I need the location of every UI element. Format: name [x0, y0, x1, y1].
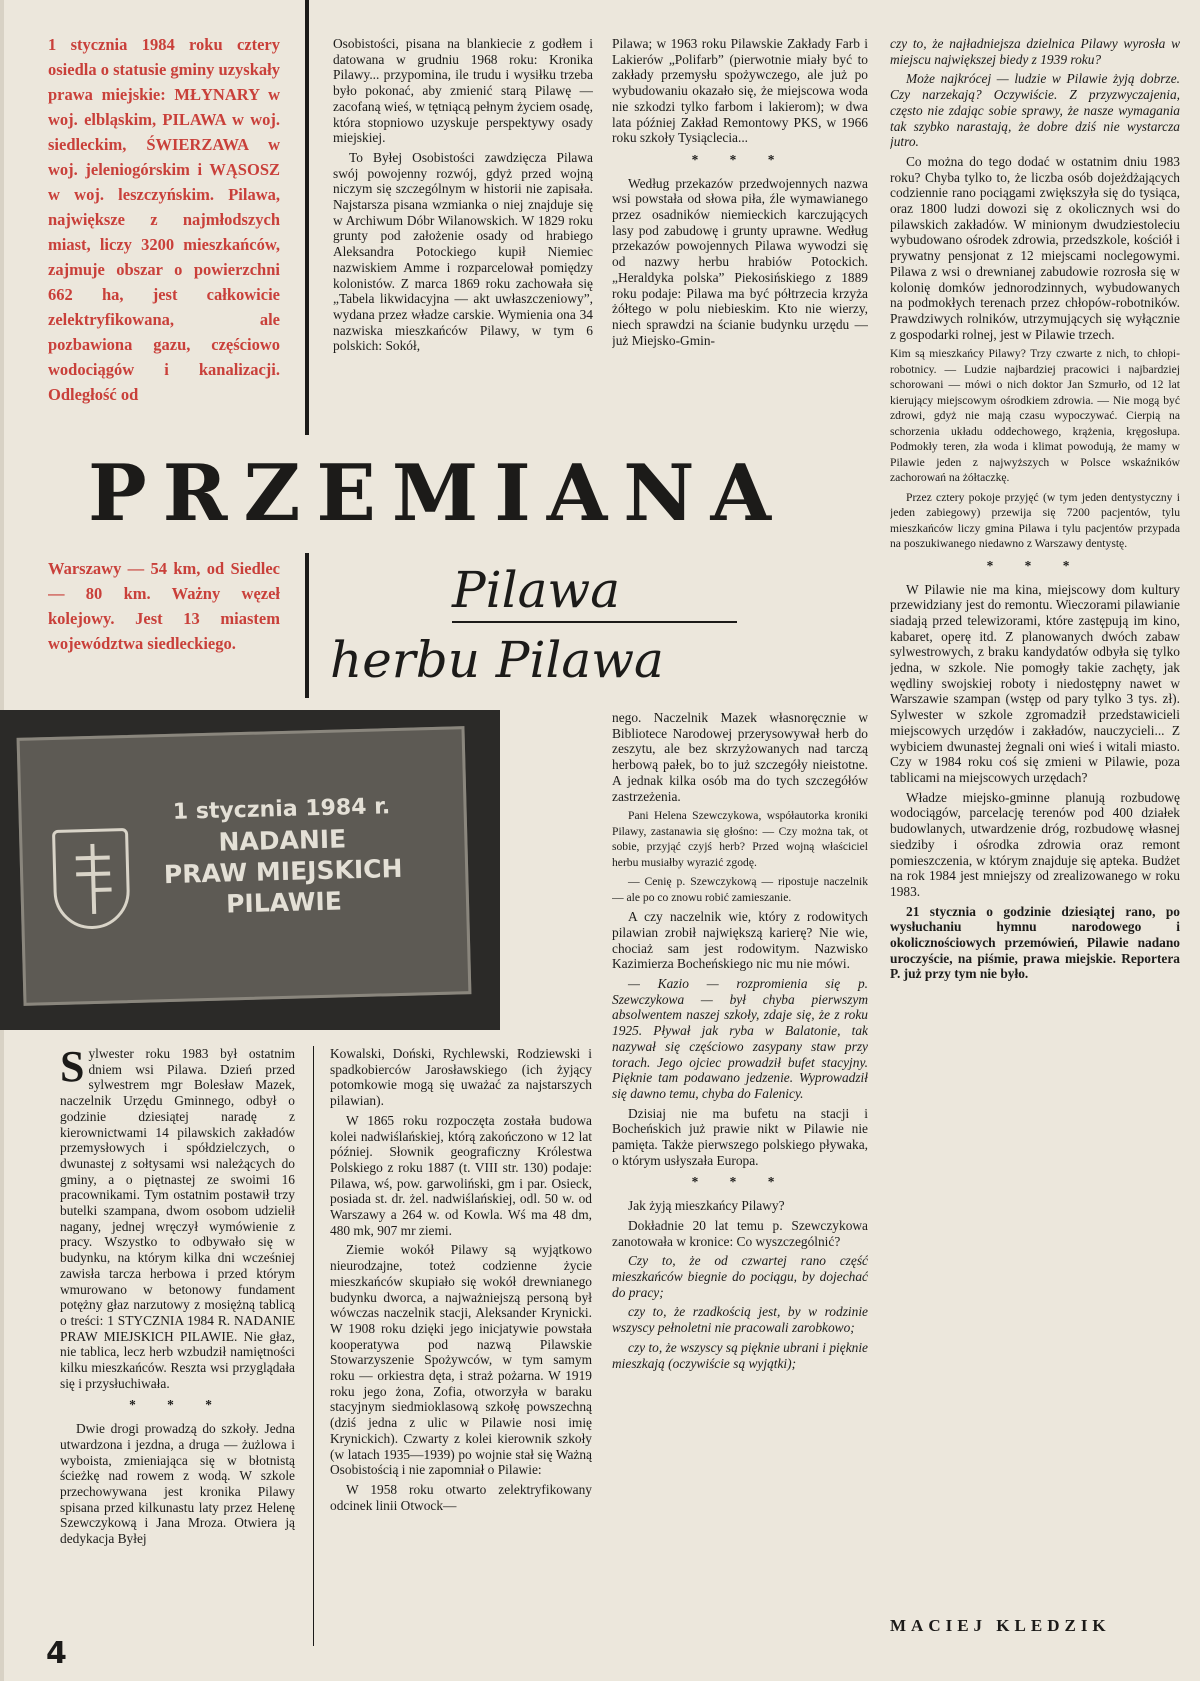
paragraph: To Byłej Osobistości zawdzięcza Pilawa swój powojenny rozwój, gdyż przed wojną niczym się szczególnym w historii nie zapisała. Najstarsza pisana wzmianka o niej znajduje się w Archiwum Dóbr Wilanowskich. W 1829 roku grunty pod założenie osady od hrabiego Aleksandra Potockiego kupił Niemiec nazwiskiem Amme i rozparcelował pomiędzy kolonistów. Z marca 1869 roku zachowała się „Tabela likwidacyjna — akt uwłaszczeniowy”, wydana przez władze carskie. Wymienia ona 34 nazwiska mieszkańców Pilawy, w tym 6 polskich: Sokół,: [333, 149, 593, 354]
paragraph-text: ylwester roku 1983 był ostatnim dniem wsi Pilawa. Dzień przed sylwestrem mgr Bolesław Mazek, naczelnik Urzędu Gminnego, odbył o godzinie dziesiątej naradę z kierownictwami 14 pilawskich zakładów przemysłowych i spółdzielczych, o dwunastej z sołtysami wsi należących do gminy, a o piętnastej ze swoimi 16 pracownikami. Tym ostatnim postawił trzy butelki szampana, dwom osobom udzielił nagany, jednej wręczył wymówienie z pracy. Wszystko to odbywało się w budynku, na którym kilka dni wcześniej zawisła tarcza herbowa i przed którym wmurowano w betonowy fundament potężny głaz narzutowy z mosiężną tablicą o treści: 1 STYCZNIA 1984 R. NADANIE PRAW MIEJSKICH PILAWIE. Nie głaz, nie tablica, lecz herb wzbudził namiętności kilku mieszkańców. Reszta wsi przyglądała się i przysłuchiwała.: [60, 1046, 295, 1391]
paragraph: Co można do tego dodać w ostatnim dniu 1983 roku? Chyba tylko to, że liczba osób dojeżdżających codziennie rano pociągami zwiększyła się do tysiąca, oraz 1800 ludzi dowozi się z okolicznych wsi do pilawskich zakładów. W minionym dwudziestoleciu wybudowano ośrodek zdrowia, przedszkole, kościół i prywatny pensjonat z 12 miejscami noclegowymi. Pilawa z wsi o drewnianej zabudowie rozrosła się w kolonię domków jednorodzinnych, wybudowanych na podmokłych terenach przez chłopów-robotników. Prawdziwych rolników, utrzymujących się wyłącznie z gospodarki rolnej, jest w Pilawie trzech.: [890, 153, 1180, 342]
subtitle-line-2: herbu Pilawa: [330, 631, 664, 689]
paragraph-opening: [60, 1046, 295, 1391]
plaque-line: 1 stycznia 1984 r.: [172, 794, 391, 825]
drop-cap: S: [60, 1046, 85, 1091]
paragraph: Ziemie wokół Pilawy są wyjątkowo nieurodzajne, toteż codzienne życie mieszkańców skupiało się wokół drewnianego budynku dworca, a najważniejszą personą był wówczas naczelnik stacji, Aleksander Krynicki. W 1908 roku dzięki jego inicjatywie powstała kooperatywa pod nazwą Pilawskie Stowarzyszenie Spożywców, w tym samym roku — orkiestra dęta, i straż pożarna. W 1919 roku jego żona, Zofia, otworzyła w baraku stacyjnym siedmioklasową szkołę powszechną (dziś jedna z ulic w Pilawie nosi imię Krynickich). Czwarty z kolei kierownik szkoły (w latach 1935—1939) po wojnie stał się Ważną Osobistością i nie zapomniał o Pilawie:: [330, 1242, 592, 1478]
column-2-bottom: [330, 1046, 592, 1636]
author-byline: MACIEJ KLEDZIK: [890, 1616, 1111, 1635]
headline: PRZEMIANA: [88, 448, 788, 539]
plaque: [17, 726, 472, 1006]
lead-paragraph-top: [48, 32, 280, 434]
paragraph: W 1958 roku otwarto zelektryfikowany odcinek linii Otwock—: [330, 1481, 592, 1513]
paragraph-quote: — Cenię p. Szewczykową — ripostuje naczelnik — ale po co znowu robić zamieszanie.: [612, 875, 868, 904]
paragraph: Może najkrócej — ludzie w Pilawie żyją dobrze. Czy narzekają? Oczywiście. Z przyzwyczajenia, często nie zdając sobie sprawy, że nasze wymagania tak szybko narastają, że dobre dziś nie wystarcza jutro.: [890, 71, 1180, 150]
column-3-top: [612, 36, 868, 434]
subtitle-underline: [452, 621, 737, 623]
coat-of-arms-icon: [52, 828, 131, 930]
section-separator: * * *: [129, 1397, 226, 1413]
section-separator: * * *: [986, 557, 1084, 573]
column-1-bottom: [60, 1046, 295, 1636]
paragraph: A czy naczelnik wie, który z rodowitych pilawian zrobił największą karierę? Nie wie, chociaż sam jest rodowitym. Nazwisko Kazimierza Bocheńskiego nic mu nie mówi.: [612, 909, 868, 972]
lead-text-bottom: Warszawy — 54 km, od Siedlec — 80 km. Ważny węzeł kolejowy. Jest 13 miastem województwa siedleckiego.: [48, 559, 280, 653]
plaque-line: NADANIE: [218, 824, 347, 857]
paragraph: Kowalski, Doński, Rychlewski, Rodziewski i spadkobierców Jarosławskiego (ich żyjący potomkowie mogą się uważać za najstarszych pilawian).: [330, 1046, 592, 1109]
paragraph-interview: Kim są mieszkańcy Pilawy? Trzy czwarte z nich, to chłopi-robotnicy. — Ludzie najbardziej pracowici i najbardziej schorowani — mówi o nich doktor Jan Szmurło, od 12 lat kierujący miejscowym ośrodkiem zdrowia. — Nie mogą być zdrowi, gdyż nie mają czasu wypoczywać. Cierpią na schorzenia układu oddechowego, krążenia, kręgosłupa. Podmokły teren, zła woda i klimat powodują, że mamy w Pilawie jeden z najwyższych w Polsce wskaźników zachorowań na żółtaczkę.: [890, 347, 1180, 485]
column-rule-bottom: [313, 1046, 314, 1646]
column-4: [890, 36, 1180, 1606]
page-number: 4: [46, 1636, 67, 1671]
paragraph: Jak żyją mieszkańcy Pilawy?: [628, 1198, 785, 1214]
paragraph: Osobistości, pisana na blankiecie z godłem i datowana w grudniu 1968 roku: Kronika Pilawy... przypomina, ile trudu i wysiłku trzeba było pokonać, aby zmienić starą Pilawę — zacofaną wieś, w tętniącą pełnym życiem osadę, która stopniowo uzyskuje perspektywy osady miejskiej.: [333, 36, 593, 146]
paragraph: czy to, że wszyscy są pięknie ubrani i pięknie mieszkają (oczywiście są wyjątki);: [612, 1339, 868, 1371]
paragraph: nego. Naczelnik Mazek własnoręcznie w Bibliotece Narodowej przerysowywał herb do zeszytu, ale bez skrzyżowanych nad tarczą herbową pałek, bo to już szczegóły nieistotne. A jednak kilka osób ma do tych szczegółów zastrzeżenia.: [612, 710, 868, 804]
paragraph: Pilawa; w 1963 roku Pilawskie Zakłady Farb i Lakierów „Polifarb” (pierwotnie miały być to zakłady przemysłu spożywczego, ale już po wybudowaniu okazało się, że miejscowa woda nie szkodzi tylko farbom i lakierom); w dwa lata później Zakład Remontowy PKS, w 1966 roku szkoły Tysiąclecia...: [612, 36, 868, 146]
paragraph: Według przekazów przedwojennych nazwa wsi powstała od słowa piła, źle wymawianego przez osadników niemieckich karczujących lasy pod zabudowę i grunty uprawne. Według przekazów powojennych Pilawa wywodzi się od nazwy herbu hrabiów Potockich. „Heraldyka polska” Piekosińskiego z 1889 roku podaje: Pilawa ma być półtrzecia krzyża żółtego w polu niebieskim. Kto nie wierzy, niech sprawdzi na ścianie budynku urzędu — już Miejsko-Gmin-: [612, 175, 868, 348]
lead-text-top: 1 stycznia 1984 roku cztery osiedla o statusie gminy uzyskały prawa miejskie: MŁYNARY w woj. elbląskim, PILAWA w woj. siedleckim, ŚWIERZAWA w woj. jeleniogórskim i WĄSOSZ w woj. leszczyńskim. Pilawa, największe z najmłodszych miast, liczy 3200 mieszkańców, zajmuje obszar o powierzchni 662 ha, jest całkowicie zelektryfikowana, ale pozbawiona gazu, częściowo wodociągów i kanalizacji. Odległość od: [48, 35, 280, 404]
paragraph: Czy to, że od czwartej rano część mieszkańców biegnie do pociągu, by dojechać do pracy;: [612, 1253, 868, 1300]
paragraph: Dzisiaj nie ma bufetu na stacji i Bocheńskich już prawie nikt w Pilawie nie pamięta. Także pierwszego polskiego pływaka, o którym usłyszała Europa.: [612, 1105, 868, 1168]
plaque-inscription: [131, 790, 434, 922]
paragraph: W Pilawie nie ma kina, miejscowy dom kultury przewidziany jest do remontu. Wieczorami pilawianie siadają przed telewizorami, które zastępują im kino, kabaret, operę itd. Z planowanych dwóch zabaw sylwestrowych, z braku kandydatów odbyła się tylko jedna, w szkole. Nie pomogły takie zachęty, jak wędliny swojskiej roboty i niedostępny nawet w Warszawie szampan (wstęp od pary tylko 3 tys. zł). Sylwester w szkole zgromadził przedstawicieli miejscowych urzędów i zakładów, nauczycieli... Z wybiciem dwunastej żegnali oni wieś i witali miasto. Czy w 1984 roku coś się zmieni w Pilawie, poza tablicami na miejscowych urzędach?: [890, 581, 1180, 785]
column-2-top: [333, 36, 593, 434]
plaque-line: PRAW MIEJSKICH: [163, 853, 403, 890]
paragraph: czy to, że najładniejsza dzielnica Pilawy wyrosła w miejscu największej biedy z 1939 roku?: [890, 36, 1180, 67]
plaque-line: PILAWIE: [225, 886, 343, 919]
photo-plaque: [0, 710, 500, 1030]
paragraph: Przez cztery pokoje przyjęć (w tym jeden dentystyczny i jeden zabiegowy) przewija się 7200 pacjentów, tylu mieszkańców liczy gmina Pilawa i tylu pacjentów przypada na poszukiwanego niedawno z Warszawy dentystę.: [890, 490, 1180, 551]
lead-paragraph-bottom: [48, 556, 280, 676]
section-separator: * * *: [691, 151, 789, 167]
subtitle-line-1: Pilawa: [452, 561, 621, 619]
column-rule-headline: [305, 553, 309, 698]
paragraph-closing: 21 stycznia o godzinie dziesiątej rano, po wysłuchaniu hymnu narodowego i okolicznościowych przemówień, Pilawie nadano uroczyście, na piśmie, prawa miejskie. Reportera P. już przy tym nie było.: [890, 903, 1180, 982]
paragraph: Władze miejsko-gminne planują rozbudowę wodociągów, parcelację terenów pod 400 działek budowlanych, utwardzenie dróg, rozbudowę własnej siedziby i ośrodka zdrowia oraz remont pomieszczenia, w którym znajduje się apteka. Budżet na rok 1984 jest mniejszy od zrealizowanego w roku 1983.: [890, 789, 1180, 899]
paragraph: — Kazio — rozpromienia się p. Szewczykowa — był chyba pierwszym absolwentem naszej szkoły, zdaje się, że z roku 1925. Pływał jak ryba w Balatonie, tak nazywał się częściowo zasypany staw przy torach. Jego ojciec prowadził bufet stacyjny. Pięknie tam podawano jedzenie. Wyprowadził się dawno temu, chyba do Falenicy.: [612, 976, 868, 1101]
paragraph-quote: Pani Helena Szewczykowa, współautorka kroniki Pilawy, zastanawia się głośno: — Czy można tak, ot sobie, przyjąć czyjś herb? Przed wojną właściciel herbu musiałby wyrazić zgodę.: [612, 809, 868, 869]
column-3-bottom: [612, 710, 868, 1630]
column-rule-top: [305, 0, 309, 435]
paragraph: W 1865 roku rozpoczęta została budowa kolei nadwiślańskiej, którą zakończono w 12 lat później. Słownik geograficzny Królestwa Polskiego z roku 1887 (t. VIII str. 130) podaje: Pilawa, wś, pow. garwoliński, gm i par. Osieck, posiada st. dr. żel. nadwiślańskiej, odl. 50 w. od Warszawy a 264 w. od Kowla. Wś ma 48 dm, 480 mk, 907 mr ziemi.: [330, 1112, 592, 1238]
section-separator: * * *: [691, 1174, 789, 1190]
paragraph: czy to, że rzadkością jest, by w rodzinie wszyscy pełnoletni nie pracowali zarobkowo;: [612, 1304, 868, 1336]
paragraph: Dwie drogi prowadzą do szkoły. Jedna utwardzona i jezdna, a druga — żużlowa i wyboista, zmieniająca się w błotnistą ścieżkę nad rowem z wodą. W szkole przechowywana jest kronika Pilawy spisana przed kilkunastu laty przez Helenę Szewczykową i Jana Mrozа. Otwiera ją dedykacja Byłej: [60, 1421, 295, 1547]
paragraph: Dokładnie 20 lat temu p. Szewczykowa zanotowała w kronice: Co wyszczególnić?: [612, 1217, 868, 1249]
